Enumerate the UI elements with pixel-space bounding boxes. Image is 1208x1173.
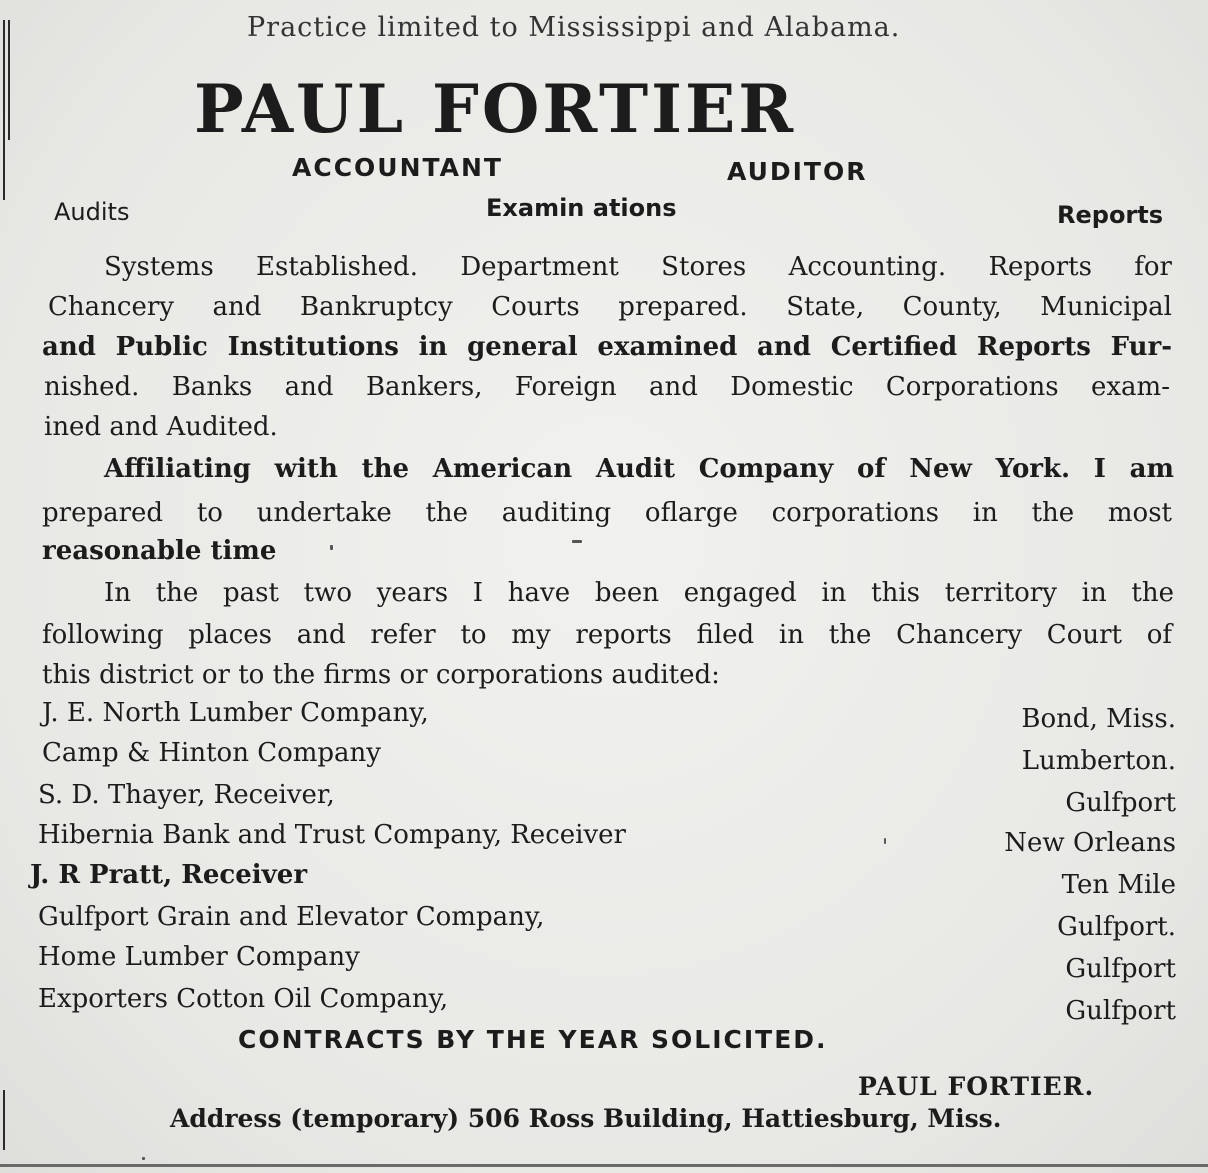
client-name: S. D. Thayer, Receiver, <box>38 780 335 810</box>
client-place: Gulfport <box>1065 996 1176 1026</box>
title-auditor: AUDITOR <box>727 157 868 186</box>
paragraph-1-line-1: Systems Established. Department Stores Accounting. Reports for <box>104 252 1172 282</box>
client-name: Home Lumber Company <box>38 942 360 972</box>
bottom-border-rule <box>0 1164 1208 1167</box>
paragraph-1-line-4: nished. Banks and Bankers, Foreign and Domestic Corporations exam- <box>44 372 1170 402</box>
paragraph-2-line-2: prepared to undertake the auditing oflarge corporations in the most <box>42 498 1172 528</box>
print-speck <box>572 540 582 543</box>
paragraph-1-line-2: Chancery and Bankruptcy Courts prepared. State, County, Municipal <box>48 292 1172 322</box>
signature: PAUL FORTIER. <box>858 1072 1095 1101</box>
client-place: New Orleans <box>1004 828 1176 858</box>
paragraph-3-line-3: this district or to the firms or corporations audited: <box>42 660 720 690</box>
client-place: Lumberton. <box>1021 746 1176 776</box>
client-place: Gulfport <box>1065 788 1176 818</box>
left-border-rule-inner <box>8 20 10 140</box>
client-name: J. R Pratt, Receiver <box>30 860 308 890</box>
client-place: Ten Mile <box>1061 870 1176 900</box>
print-speck <box>142 1157 145 1160</box>
practice-note: Practice limited to Mississippi and Alabama. <box>247 12 901 43</box>
paragraph-1-line-3: and Public Institutions in general examined and Certified Reports Fur- <box>42 332 1172 362</box>
paragraph-3-line-1: In the past two years I have been engaged in this territory in the <box>104 578 1174 608</box>
client-name: Camp & Hinton Company <box>42 738 381 768</box>
advertiser-name: PAUL FORTIER <box>194 70 797 148</box>
client-place: Gulfport <box>1065 954 1176 984</box>
client-name: J. E. North Lumber Company, <box>42 698 429 728</box>
print-speck <box>330 545 333 550</box>
client-name: Hibernia Bank and Trust Company, Receiver <box>38 820 626 850</box>
paragraph-1-line-5: ined and Audited. <box>44 412 278 442</box>
client-place: Bond, Miss. <box>1021 704 1176 734</box>
print-speck <box>884 838 886 844</box>
paragraph-2-line-3: reasonable time <box>42 536 277 566</box>
client-name: Exporters Cotton Oil Company, <box>38 984 449 1014</box>
service-examinations: Examin ations <box>486 194 677 222</box>
paragraph-3-line-2: following places and refer to my reports filed in the Chancery Court of <box>42 620 1172 650</box>
title-accountant: ACCOUNTANT <box>292 153 503 182</box>
service-audits: Audits <box>54 198 130 226</box>
service-reports: Reports <box>1057 201 1164 229</box>
client-name: Gulfport Grain and Elevator Company, <box>38 902 545 932</box>
client-place: Gulfport. <box>1057 912 1176 942</box>
left-border-rule-lower <box>3 1090 5 1150</box>
contracts-solicited: CONTRACTS BY THE YEAR SOLICITED. <box>238 1025 828 1054</box>
left-border-rule <box>3 20 5 200</box>
paragraph-2-line-1: Affiliating with the American Audit Company of New York. I am <box>104 454 1174 484</box>
address: Address (temporary) 506 Ross Building, Hattiesburg, Miss. <box>170 1104 1002 1133</box>
